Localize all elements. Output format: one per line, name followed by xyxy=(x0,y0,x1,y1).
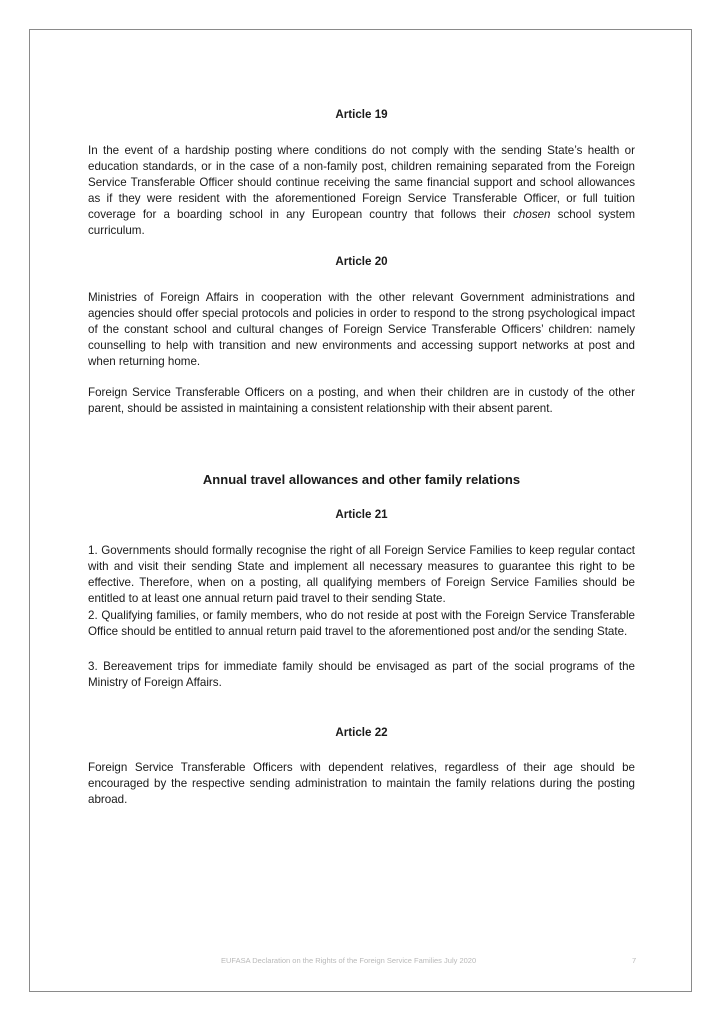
article-19-text-b: school system curriculum. xyxy=(88,208,635,237)
article-21-item-3: 3. Bereavement trips for immediate family should be envisaged as part of the social programs of the Ministry of Foreign Affairs. xyxy=(88,660,635,689)
article-21-heading: Article 21 xyxy=(335,508,388,521)
article-20-heading: Article 20 xyxy=(335,255,388,268)
article-21-item-1: 1. Governments should formally recognise the right of all Foreign Service Families to keep regular contact with and visit their sending State and implement all necessary measures to guarantee this right to be effective. Therefore, when on a posting, all qualifying members of Foreign Service Families should be entitled to at least one annual return paid travel to their sending State. xyxy=(88,544,635,605)
article-22-heading: Article 22 xyxy=(335,726,388,739)
article-20-paragraph-2: Foreign Service Transferable Officers on a posting, and when their children are in custody of the other parent, should be assisted in maintaining a consistent relationship with their absent parent. xyxy=(88,386,635,415)
article-20-paragraph-1: Ministries of Foreign Affairs in cooperation with the other relevant Government administrations and agencies should offer special protocols and policies in order to respond to the strong psychological impact of the constant school and cultural changes of Foreign Service Transferable Officers’ children: namely counselling to help with transition and new environments and accessing support networks at post and when returning home. xyxy=(88,291,635,368)
page-footer: EUFASA Declaration on the Rights of the Foreign Service Families July 2020 xyxy=(221,956,477,965)
article-19-text-a: In the event of a hardship posting where conditions do not comply with the sending State’s health or education standards, or in the case of a non-family post, children remaining separated from the Foreign Service Transferable Officer should continue receiving the same financial support and school allowances as if they were resident with the aforementioned Foreign Service Transferable Officer, or full tuition coverage for a boarding school in any European country that follows their xyxy=(88,144,635,221)
section-title-annual-travel: Annual travel allowances and other family relations xyxy=(202,472,521,487)
article-19-heading: Article 19 xyxy=(335,108,388,121)
page-number: 7 xyxy=(632,956,637,965)
article-21-item-2: 2. Qualifying families, or family members, who do not reside at post with the Foreign Service Transferable Office should be entitled to annual return paid travel to the aforementioned post and/or the sending State. xyxy=(88,609,635,638)
article-19-italic-word: chosen xyxy=(513,208,551,221)
article-22-paragraph-1: Foreign Service Transferable Officers with dependent relatives, regardless of their age should be encouraged by the respective sending administration to maintain the family relations during the posting abroad. xyxy=(88,761,635,806)
article-19-paragraph-1 xyxy=(88,143,635,239)
